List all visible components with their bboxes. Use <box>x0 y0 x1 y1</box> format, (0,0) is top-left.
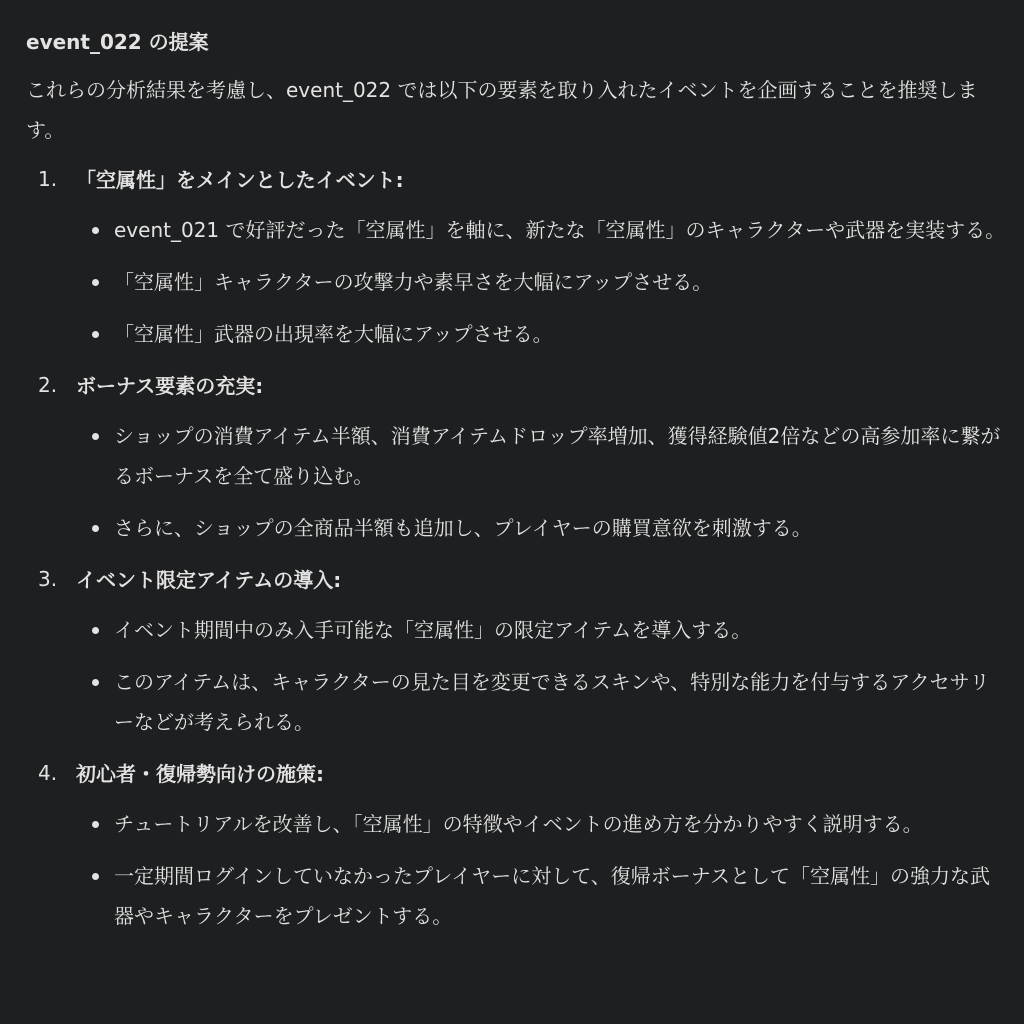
bullet-text: 「空属性」武器の出現率を大幅にアップさせる。 <box>114 322 553 346</box>
section-number: 2. <box>38 373 58 397</box>
section-title: ボーナス要素の充実: <box>76 374 264 398</box>
bullet-dot-icon <box>92 433 99 440</box>
section-title: 初心者・復帰勢向けの施策: <box>76 762 324 786</box>
bullet-item <box>92 610 1008 650</box>
proposal-section <box>26 560 1008 742</box>
proposal-heading: event_022 の提案 <box>26 30 209 54</box>
bullet-list <box>76 210 1008 354</box>
bullet-text: 「空属性」キャラクターの攻撃力や素早さを大幅にアップさせる。 <box>114 270 713 294</box>
bullet-dot-icon <box>92 821 99 828</box>
bullet-item <box>92 314 1008 354</box>
bullet-text: このアイテムは、キャラクターの見た目を変更できるスキンや、特別な能力を付与するアクセサリーなどが考えられる。 <box>114 670 990 734</box>
bullet-dot-icon <box>92 279 99 286</box>
bullet-text: さらに、ショップの全商品半額も追加し、プレイヤーの購買意欲を刺激する。 <box>114 516 812 540</box>
bullet-item <box>92 262 1008 302</box>
section-number: 1. <box>38 167 58 191</box>
bullet-text: 一定期間ログインしていなかったプレイヤーに対して、復帰ボーナスとして「空属性」の強力な武器やキャラクターをプレゼントする。 <box>114 864 990 928</box>
section-title: 「空属性」をメインとしたイベント: <box>76 168 404 192</box>
bullet-dot-icon <box>92 525 99 532</box>
bullet-item <box>92 856 1008 936</box>
bullet-dot-icon <box>92 227 99 234</box>
bullet-item <box>92 662 1008 742</box>
bullet-list <box>76 804 1008 936</box>
bullet-text: ショップの消費アイテム半額、消費アイテムドロップ率増加、獲得経験値2倍などの高参加率に繋がるボーナスを全て盛り込む。 <box>114 424 1001 488</box>
bullet-item <box>92 416 1008 496</box>
proposal-section <box>26 366 1008 548</box>
intro-paragraph: これらの分析結果を考慮し、event_022 では以下の要素を取り入れたイベントを企画することを推奨します。 <box>26 78 978 142</box>
bullet-list <box>76 416 1008 548</box>
streaming-fade-overlay <box>0 984 1024 1024</box>
section-number: 3. <box>38 567 58 591</box>
bullet-text: チュートリアルを改善し、「空属性」の特徴やイベントの進め方を分かりやすく説明する。 <box>114 812 923 836</box>
bullet-item <box>92 804 1008 844</box>
bullet-dot-icon <box>92 331 99 338</box>
bullet-dot-icon <box>92 679 99 686</box>
proposal-section <box>26 160 1008 354</box>
proposal-list <box>26 160 1008 936</box>
bullet-item <box>92 210 1008 250</box>
bullet-text: event_021 で好評だった「空属性」を軸に、新たな「空属性」のキャラクターや武器を実装する。 <box>114 218 1006 242</box>
proposal-section <box>26 754 1008 936</box>
bullet-dot-icon <box>92 627 99 634</box>
section-title: イベント限定アイテムの導入: <box>76 568 342 592</box>
section-number: 4. <box>38 761 58 785</box>
bullet-text: イベント期間中のみ入手可能な「空属性」の限定アイテムを導入する。 <box>114 618 752 642</box>
bullet-dot-icon <box>92 873 99 880</box>
bullet-list <box>76 610 1008 742</box>
bullet-item <box>92 508 1008 548</box>
